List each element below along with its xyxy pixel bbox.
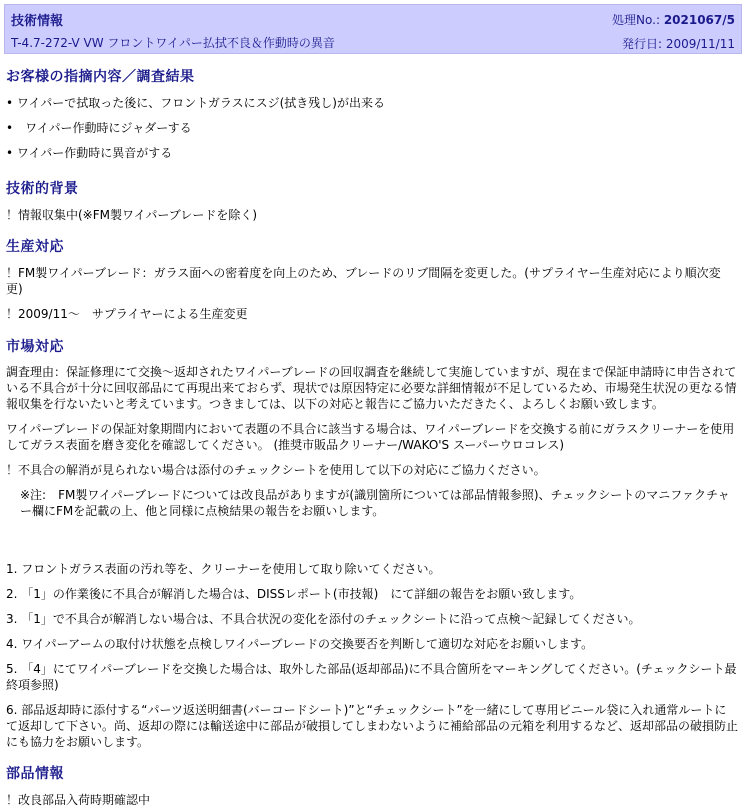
header-title: 技術情報 (11, 14, 64, 29)
document-subject: T-4.7-272-V VW フロントワイパー払拭不良＆作動時の異音 (11, 36, 335, 50)
customer-item: • ワイパー作動時に異音がする (6, 146, 173, 160)
market-paragraph: ！不具合の解消が見られない場合は添付のチェックシートを使用して以下の対応にご協力ください。 (6, 463, 546, 477)
section-parts (6, 763, 150, 808)
background-text: ！情報収集中(※FM製ワイパーブレードを除く) (6, 208, 257, 222)
production-date-text: ！2009/11～ サプライヤーによる生産変更 (6, 307, 248, 321)
market-step: 4. ワイパーアームの取付け状態を点検しワイパーブレードの交換要否を判断して適切な対応をお願いします。 (6, 637, 594, 651)
market-step: 6. 部品返却時に添付する“パーツ返送明細書(バーコードシート)”と“チェックシート”を一緒にして専用ビニール袋に入れ通常ルートにて返却して下さい。尚、返却の際には輸送途中に部品が破損してしまわないように補給部品の元箱を利用するなど、返却部品の破損防止にも協力をお願いします。 (6, 703, 739, 749)
section-production (6, 236, 736, 322)
section-heading-parts: 部品情報 (6, 766, 64, 782)
section-background (6, 178, 257, 223)
processing-number-value: 2021067/5 (663, 13, 735, 27)
issue-date: 発行日: 2009/11/11 (621, 37, 735, 51)
production-text: ！FM製ワイパーブレード：ガラス面への密着度を向上のため、ブレードのリブ間隔を変更した。(サプライヤー生産対応により順次変更) (6, 266, 721, 296)
market-paragraph: ワイパーブレードの保証対象期間内において表題の不具合に該当する場合は、ワイパーブレードを交換する前にガラスクリーナーを使用してガラス表面を磨き変化を確認してください。 (推奨市販品クリーナー/WAKO'S スーパーウロコレス) (6, 422, 735, 452)
section-heading-production: 生産対応 (6, 239, 64, 255)
market-step: 2. 「1」の作業後に不具合が解消した場合は、DISSレポート(市技報) にて詳細の報告をお願い致します。 (6, 587, 582, 601)
market-note: ※注: FM製ワイパーブレードについては改良品がありますが(識別箇所については部品情報参照)、チェックシートのマニファクチャー欄にFMを記載の上、他と同様に点検結果の報告をお願いします。 (20, 488, 730, 518)
market-step: 1. フロントガラス表面の汚れ等を、クリーナーを使用して取り除いてください。 (6, 562, 441, 576)
section-market (6, 336, 738, 750)
customer-item: • ワイパーで拭取った後に、フロントガラスにスジ(拭き残し)が出来る (6, 96, 385, 110)
section-customer (6, 66, 385, 161)
section-heading-customer: お客様の指摘内容／調査結果 (6, 69, 195, 85)
parts-text: ！改良部品入荷時期確認中 (6, 793, 151, 807)
processing-number-label: 処理No.: (612, 13, 660, 27)
document-header (4, 4, 742, 54)
customer-item: • ワイパー作動時にジャダーする (6, 121, 192, 135)
processing-number (612, 11, 735, 28)
section-heading-market: 市場対応 (6, 339, 64, 355)
market-step: 3. 「1」で不具合が解消しない場合は、不具合状況の変化を添付のチェックシートに沿って点検～記録してください。 (6, 612, 641, 626)
section-heading-background: 技術的背景 (6, 181, 79, 197)
market-step: 5. 「4」にてワイパーブレードを交換した場合は、取外した部品(返却部品)に不具合箇所をマーキングしてください。(チェックシート最終項参照) (6, 662, 737, 692)
market-paragraph: 調査理由：保証修理にて交換～返却されたワイパーブレードの回収調査を継続して実施していますが、現在まで保証申請時に申告されている不具合が十分に回収部品にて再現出来ておらず、現状では原因特定に必要な詳細情報が不足しているため、市場発生状況の更なる情報収集を行ないたいと考えています。つきましては、以下の対応と報告にご協力いただきたく、よろしくお願い致します。 (6, 365, 737, 411)
